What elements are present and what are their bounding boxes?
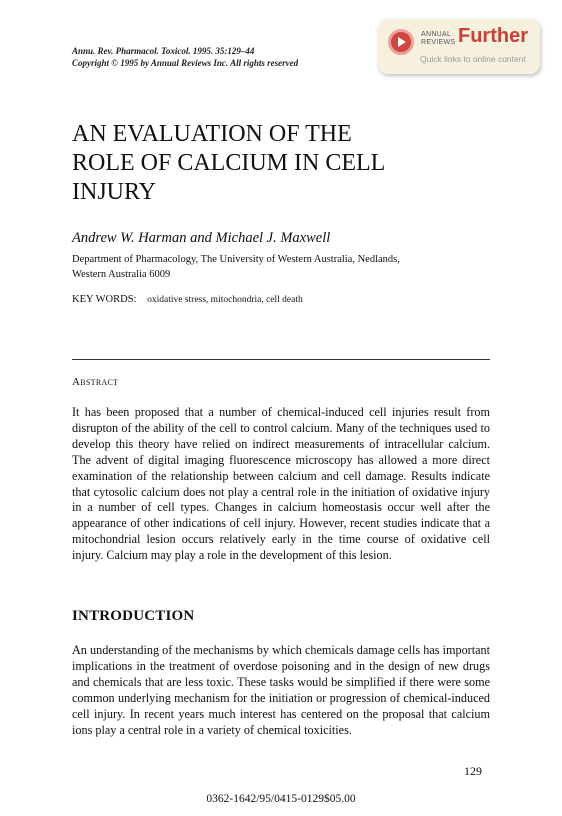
badge-kicker: ANNUAL REVIEWS xyxy=(421,31,456,46)
play-arrow-icon xyxy=(388,29,414,55)
journal-citation xyxy=(72,45,298,69)
keywords-label: KEY WORDS: xyxy=(72,294,137,305)
citation-line-2: Copyright © 1995 by Annual Reviews Inc. All rights reserved xyxy=(72,58,299,68)
title-line-3: INJURY xyxy=(72,179,157,205)
badge-further-word: Further xyxy=(458,25,528,47)
section-divider xyxy=(72,359,490,360)
citation-line-1: Annu. Rev. Pharmacol. Toxicol. 1995. 35:129–44 xyxy=(72,46,255,56)
affiliation-line-2: Western Australia 6009 xyxy=(72,269,171,280)
badge-tagline: Quick links to online content xyxy=(420,54,526,64)
annual-reviews-further-badge[interactable] xyxy=(378,19,540,74)
introduction-heading: INTRODUCTION xyxy=(72,608,195,624)
page-number: 129 xyxy=(464,764,482,778)
title-line-1: AN EVALUATION OF THE xyxy=(72,121,352,147)
title-line-2: ROLE OF CALCIUM IN CELL xyxy=(72,150,386,176)
keywords-values: oxidative stress, mitochondria, cell death xyxy=(147,295,303,305)
article-title xyxy=(72,120,412,207)
issn-code: 0362-1642/95/0415-0129$05.00 xyxy=(206,793,356,805)
author-affiliation xyxy=(72,252,492,282)
keywords xyxy=(72,294,303,305)
introduction-body: An understanding of the mechanisms by which chemicals damage cells has important implications in the treatment of overdose poisoning and in the design of new drugs and chemicals that are less toxic. These tasks would be simplified if there were some common underlying mechanism for the initiation or progression of chemical-induced cell injury. In recent years much interest has centered on the proposal that calcium ions play a central role in a variety of chemical toxicities. xyxy=(72,643,490,737)
affiliation-line-1: Department of Pharmacology, The University of Western Australia, Nedlands, xyxy=(72,254,400,265)
abstract-heading: Abstract xyxy=(72,376,119,388)
abstract-body: It has been proposed that a number of chemical-induced cell injuries result from disrupton of the ability of the cell to control calcium. Many of the techniques used to develop this theory have relied on indirect measurements of intracellular calcium. The advent of digital imaging fluorescence microscopy has allowed a more direct examination of the relationship between calcium and cell damage. Results indicate that cytosolic calcium does not play a central role in the initiation of oxidative injury in a number of cell types. Changes in calcium homeostasis occur well after the appearance of other indications of cell injury. However, recent studies indicate that a mitochondrial lesion occurs relatively early in the time course of oxidative cell injury. Calcium may play a role in the development of this lesion. xyxy=(72,405,490,563)
article-authors: Andrew W. Harman and Michael J. Maxwell xyxy=(72,230,331,246)
